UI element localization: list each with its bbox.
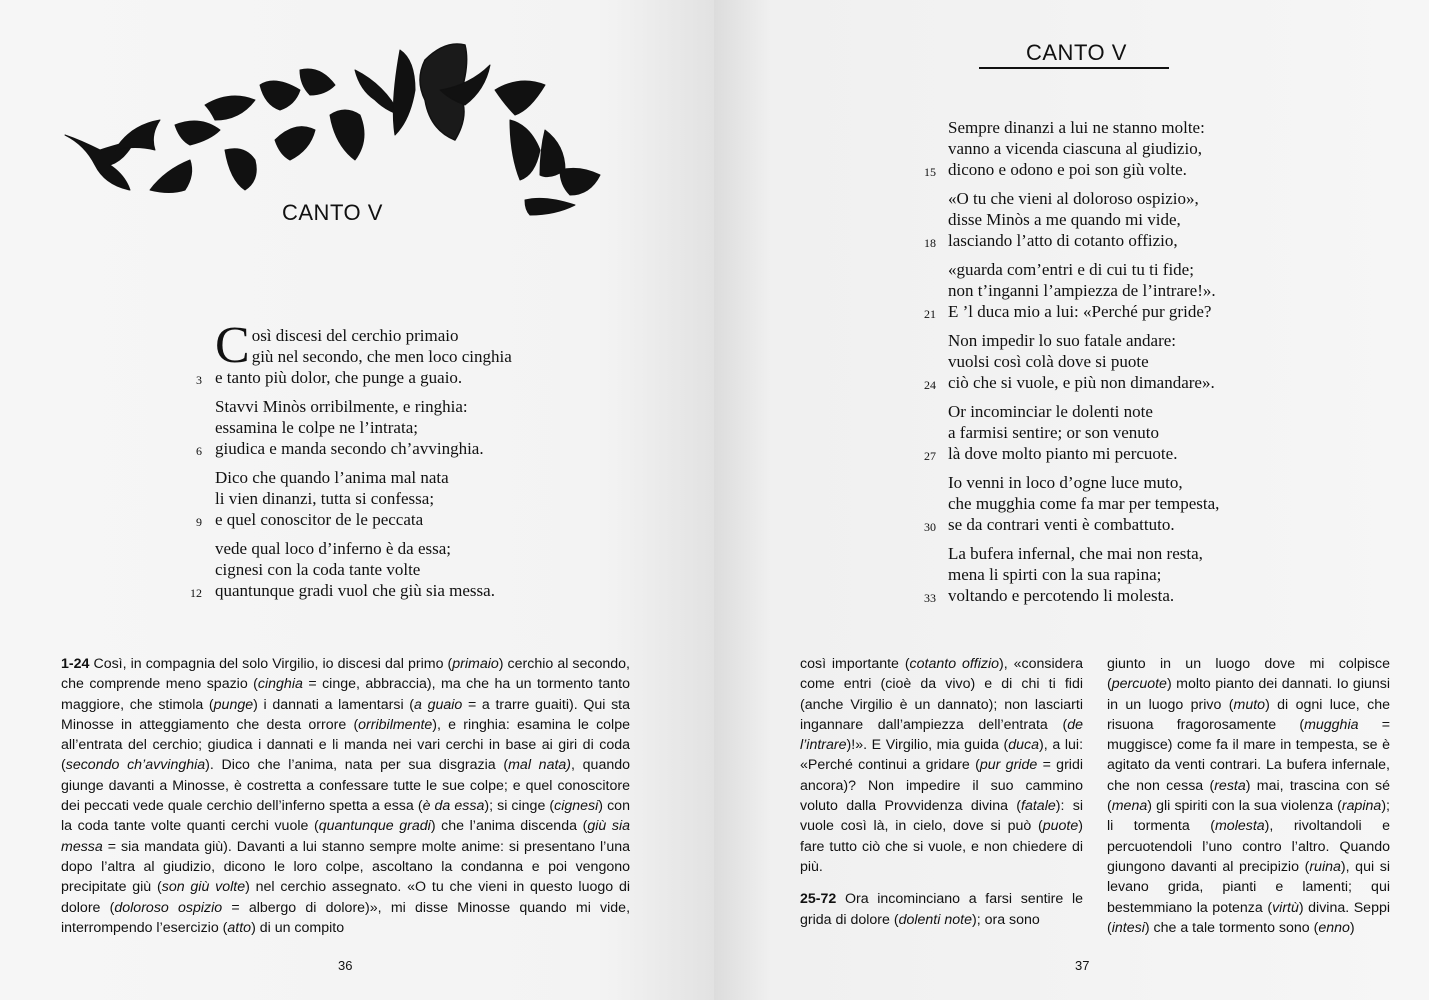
gloss-term: è da essa (422, 798, 485, 815)
gloss-term: muto (1233, 696, 1266, 713)
tercet (196, 467, 555, 530)
verse-line: E ’l duca mio a lui: «Perché pur gride? (948, 302, 1212, 321)
gloss-term: resta (1214, 777, 1246, 794)
gloss-term: molesta (1214, 818, 1265, 835)
verse-line: se da contrari venti è combattuto. (948, 515, 1175, 534)
commentary-text: = albergo di dolore)», mi disse Minosse quando mi vide, interrompendo l’esercizio ( (61, 899, 631, 936)
commentary-text: così importante ( (800, 656, 910, 672)
header-title: CANTO V (1026, 40, 1127, 65)
line-number: 9 (196, 515, 202, 529)
gloss-term: mena (1111, 798, 1148, 815)
gloss-term: punge (213, 696, 254, 713)
tercet (196, 317, 555, 388)
gloss-term: de l’intrare (800, 716, 1083, 754)
line-number: 3 (196, 373, 202, 387)
gloss-term: puote (1042, 818, 1079, 835)
verse-line: voltando e percotendo li molesta. (948, 586, 1175, 605)
verse-line: dicono e odono e poi son giù volte. (948, 160, 1187, 179)
commentary-text: ): si vuole così là, in cielo, dove si può ( (800, 798, 1083, 835)
gloss-term: cignesi (554, 798, 599, 815)
verse-line: lasciando l’atto di cotanto offizio, (948, 231, 1178, 250)
verse-line: quantunque gradi vuol che giù sia messa. (215, 581, 495, 600)
verse-line: e tanto più dolor, che punge a guaio. (215, 368, 463, 387)
verse-line: giù nel secondo, che men loco cinghia (251, 347, 512, 366)
commentary-text: ). Dico che l’anima, nata per sua disgrazia ( (205, 757, 509, 774)
commentary-text: ) divina. Seppi ( (1107, 899, 1391, 936)
gloss-term: a guaio (414, 696, 463, 713)
tercet (924, 330, 1288, 393)
right-page (714, 0, 1429, 1000)
commentary-text: giunto in un luogo dove mi colpisce ( (1107, 656, 1390, 693)
gloss-term: duca (1008, 737, 1040, 754)
verse-line: Non impedir lo suo fatale andare: (948, 331, 1177, 350)
commentary-text: ) i dannati a lamentarsi ( (253, 696, 414, 713)
tercet (924, 543, 1288, 606)
tercet (924, 472, 1288, 535)
commentary-verse-ref: 25-72 (800, 891, 837, 908)
verse-line: Io venni in loco d’ogne luce muto, (948, 473, 1183, 492)
commentary-text: ) di un compito (251, 919, 345, 936)
commentary-right-col2 (1107, 654, 1390, 938)
gloss-term: secondo ch’avvinghia (65, 757, 206, 774)
commentary-text: ); li tormenta ( (1107, 798, 1390, 835)
commentary-text: ); si cinge ( (484, 798, 555, 815)
commentary-text: = sia mandata giù). Davanti a lui stanno sempre molte anime: si presentano l’una dopo l’altra al giudizio, dicono le loro colpe, ascoltano la condanna e poi vengono precipitate giù ( (61, 838, 630, 896)
drop-cap: C (215, 317, 250, 374)
commentary-text: ) gli spiriti con la sua violenza ( (1147, 798, 1342, 815)
gloss-term: cinghia (257, 676, 303, 693)
gloss-term: giù sia messa (61, 818, 630, 855)
line-number: 6 (196, 444, 202, 458)
gloss-term: virtù (1272, 899, 1299, 916)
commentary-paragraph (800, 889, 1083, 930)
line-number: 33 (924, 591, 936, 605)
gloss-term: orribilmente (358, 716, 433, 733)
verse-line: essamina le colpe ne l’intrata; (215, 418, 418, 437)
commentary-text: ), a lui: «Perché continui a gridare ( (800, 737, 1084, 774)
gloss-term: mugghia (1304, 716, 1359, 733)
commentary-text: ) di ogni luce, che risuona fragorosamente ( (1107, 696, 1390, 733)
verse-line: a farmisi sentire; or son venuto (948, 423, 1160, 442)
verse-line: là dove molto pianto mi percuote. (948, 444, 1178, 463)
commentary-text: ) mai, trascina con sé ( (1107, 777, 1390, 815)
page-number-right: 37 (1075, 958, 1090, 973)
line-number: 12 (190, 586, 202, 600)
commentary-left (61, 654, 630, 938)
commentary-text: ), e ringhia: esamina le colpe all’entrata del cerchio; giudica i dannati e li manda nei vari cerchi in base ai giri di coda ( (61, 716, 630, 774)
left-page (0, 0, 714, 1000)
verse-line: vuolsi così colà dove si puote (948, 352, 1149, 371)
verse-line: osì discesi del cerchio primaio (251, 326, 459, 345)
gloss-term: percuote (1111, 676, 1167, 693)
verse-block-left (190, 317, 555, 609)
tercet (196, 396, 555, 459)
commentary-text: ), qui si levano grida, pianti e lamenti; qui bestemmiano la potenza ( (1107, 858, 1390, 916)
gloss-term: doloroso ospizio (114, 899, 223, 916)
tercet (924, 401, 1288, 464)
gloss-term: pur gride (979, 757, 1038, 774)
commentary-text: , quando giunge davanti a Minosse, è costretta a confessare tutte le sue colpe; e quel conoscitore dei peccati vede quale cerchio dell’inferno spetta a essa ( (61, 757, 631, 815)
header-rule (979, 67, 1169, 69)
verse-line: «O tu che vieni al doloroso ospizio», (948, 189, 1199, 208)
gloss-term: rapina (1341, 798, 1382, 815)
commentary-right-col1 (800, 654, 1083, 930)
line-number: 24 (924, 378, 936, 392)
line-number: 21 (924, 307, 936, 321)
commentary-text: = a trarre guaiti). Qui sta Minosse in atteggiamento che desta orrore ( (61, 696, 631, 733)
commentary-text: ) cerchio al secondo, che comprende meno spazio ( (61, 656, 630, 693)
verse-line: vanno a vicenda ciascuna al giudizio, (948, 139, 1202, 158)
verse-line: giudica e manda secondo ch’avvinghia. (215, 439, 484, 458)
commentary-text: ) che l’anima discenda ( (430, 818, 588, 835)
verse-line: Sempre dinanzi a lui ne stanno molte: (948, 118, 1205, 137)
page-number-left: 36 (338, 958, 353, 973)
line-number: 27 (924, 449, 936, 463)
commentary-text: ), «considera come entri (cioè da vivo) e di chi ti fidi (anche Virgilio è un dannato); non lasciarti ingannare dall’ampiezza dell’entrata ( (800, 656, 1083, 733)
commentary-text: )!». E Virgilio, mia guida ( (846, 737, 1009, 754)
verse-line: Or incominciar le dolenti note (948, 402, 1153, 421)
verse-line: che mugghia come fa mar per tempesta, (948, 494, 1220, 513)
verse-line: vede qual loco d’inferno è da essa; (215, 539, 452, 558)
commentary-text: ) nel cerchio assegnato. «O tu che vieni in questo luogo di dolore ( (61, 879, 630, 916)
tercet (190, 538, 555, 601)
tercet (924, 117, 1288, 180)
line-number: 30 (924, 520, 936, 534)
verse-line: Stavvi Minòs orribilmente, e ringhia: (215, 397, 468, 416)
gloss-term: quantunque gradi (318, 818, 431, 835)
tercet (924, 259, 1288, 322)
gloss-term: ruina (1309, 858, 1341, 875)
line-number: 15 (924, 165, 936, 179)
commentary-text: = muggisce) come fa il mare in tempesta, se è agitato da venti contrari. La bufera infernale, che non cessa ( (1107, 716, 1390, 794)
commentary-text: ) molto pianto dei dannati. Io giunsi in un luogo privo ( (1107, 676, 1390, 713)
gloss-term: dolenti note (898, 911, 972, 928)
verse-line: La bufera infernal, che mai non resta, (948, 544, 1203, 563)
commentary-text: ), rivoltandoli e percuotendoli l’uno contro l’altro. Quando giungono davanti al precipizio ( (1107, 818, 1391, 875)
commentary-text: ) che a tale tormento sono ( (1144, 919, 1319, 936)
verse-line: e quel conoscitor de le peccata (215, 510, 424, 529)
verse-block-right (924, 117, 1288, 614)
gloss-term: cotanto offizio (909, 656, 1000, 672)
verse-line: ciò che si vuole, e più non dimandare». (948, 373, 1215, 392)
gloss-term: son giù volte (161, 879, 246, 896)
tercet (924, 188, 1288, 251)
commentary-text: Ora incominciano a farsi sentire le grida di dolore ( (800, 891, 1083, 928)
commentary-text: ) con la coda tante volte quanti cerchi vuole ( (61, 798, 630, 835)
verse-line: disse Minòs a me quando mi vide, (948, 210, 1181, 229)
commentary-text: = cinge, abbraccia), ma che ha un tormento tanto maggiore, che stimola ( (61, 676, 630, 713)
verse-line: non t’inganni l’ampiezza de l’intrare!». (948, 281, 1216, 300)
canto-title: CANTO V (282, 200, 383, 225)
gloss-term: atto (227, 919, 252, 936)
gloss-term: fatale (1021, 798, 1056, 815)
verse-line: mena li spirti con la sua rapina; (948, 565, 1162, 584)
gloss-term: intesi (1111, 919, 1145, 936)
verse-line: cignesi con la coda tante volte (215, 560, 421, 579)
commentary-text: ); ora sono (971, 911, 1040, 928)
verse-line: Dico che quando l’anima mal nata (215, 468, 449, 487)
gloss-term: mal nata) (508, 757, 572, 774)
verse-line: li vien dinanzi, tutta si confessa; (215, 489, 435, 508)
gloss-term: primaio (452, 656, 499, 672)
gloss-term: enno (1318, 919, 1350, 936)
commentary-text: = gridi ancora)? Non impedire il suo cammino voluto dalla Provvidenza divina ( (800, 757, 1083, 815)
commentary-text: Così, in compagnia del solo Virgilio, io discesi dal primo ( (89, 656, 453, 672)
commentary-text: ) (1349, 919, 1355, 936)
verse-line: «guarda com’entri e di cui tu ti fide; (948, 260, 1194, 279)
line-number: 18 (924, 236, 936, 250)
commentary-text: ) fare tutto ciò che si vuole, e non chiedere di più. (800, 818, 1083, 875)
commentary-verse-ref: 1-24 (61, 656, 90, 672)
